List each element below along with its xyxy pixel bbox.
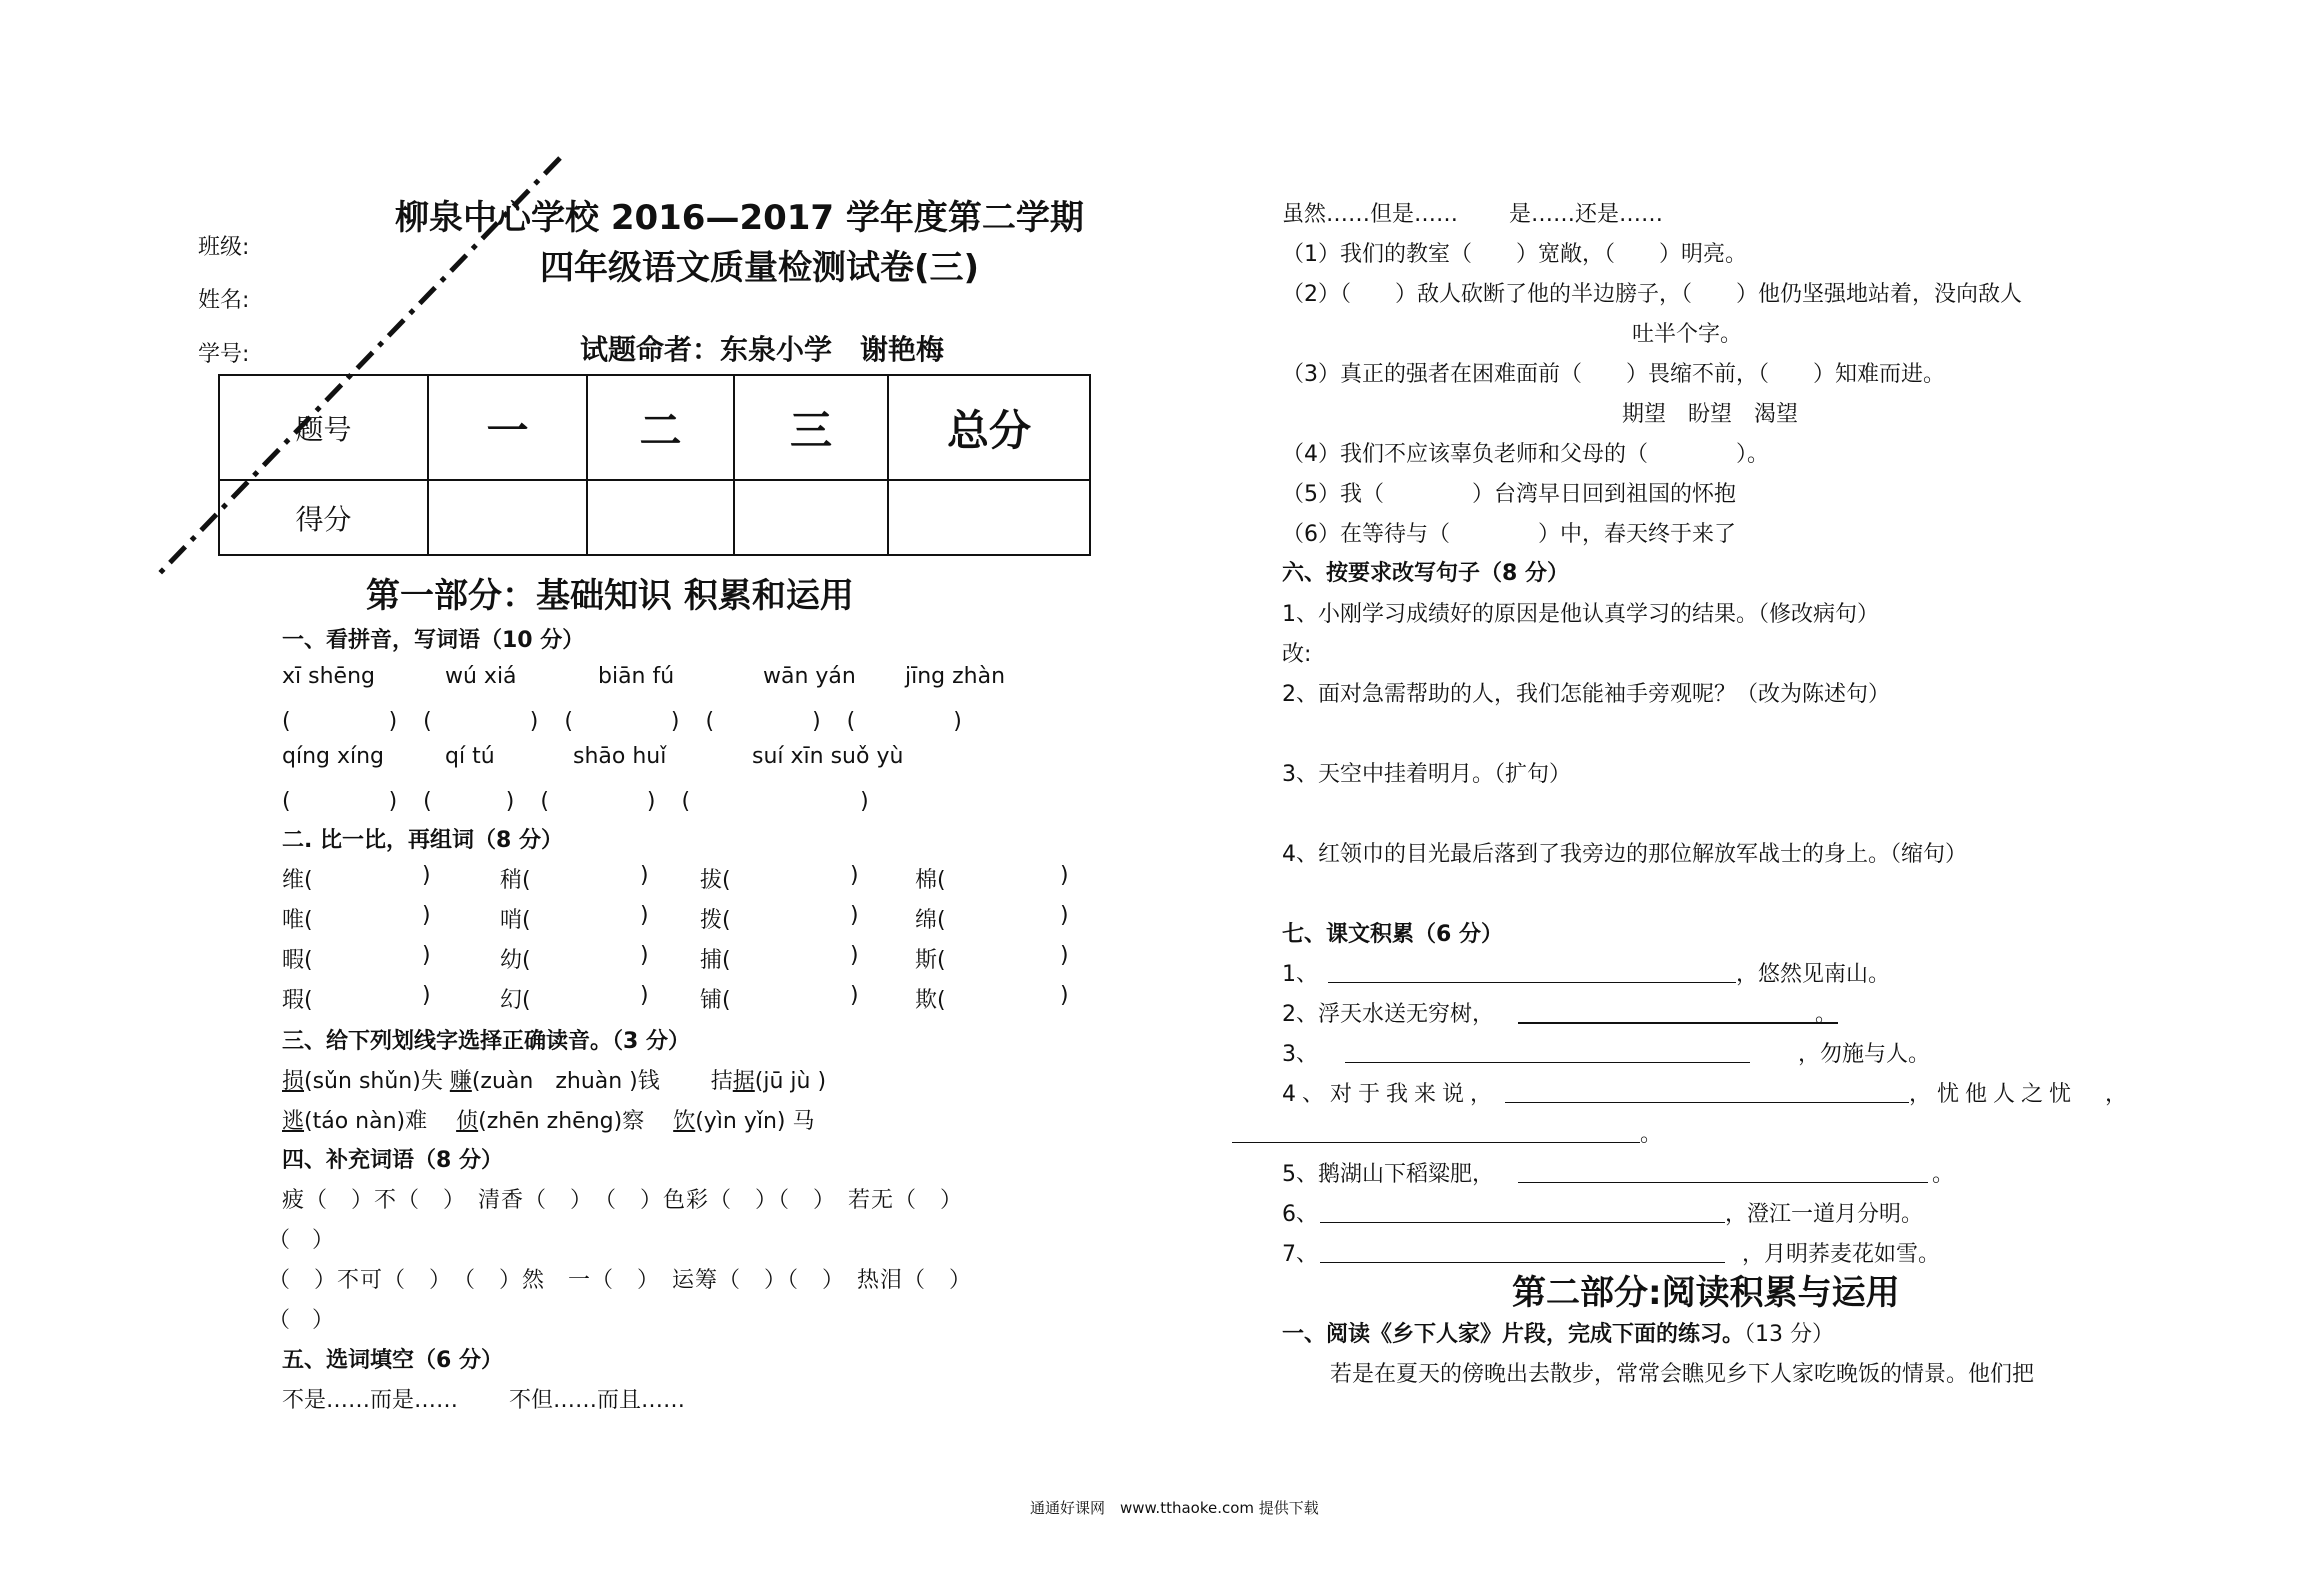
student-id-label: 学号: bbox=[198, 342, 250, 367]
reading-options[interactable]: (jū jù ) bbox=[754, 1069, 827, 1094]
compare-char[interactable]: 斯( bbox=[915, 948, 946, 973]
q3-line1 bbox=[282, 1064, 826, 1095]
reading-options[interactable]: (zuàn zhuàn )钱 拮 bbox=[471, 1069, 733, 1094]
pinyin: qí tú bbox=[445, 744, 495, 769]
q4-line2[interactable]: （ ） bbox=[268, 1228, 335, 1253]
close-paren: ) bbox=[850, 863, 859, 888]
underlined-char: 损 bbox=[282, 1069, 305, 1094]
exam-author: 试题命者：东泉小学 谢艳梅 bbox=[580, 333, 945, 366]
underlined-char: 逃 bbox=[282, 1109, 305, 1134]
q2-heading: 二. 比一比，再组词（8 分） bbox=[282, 828, 563, 853]
close-paren: ) bbox=[1060, 943, 1069, 968]
compare-char[interactable]: 维( bbox=[282, 868, 313, 893]
q7-item-4-text: 4、对于我来说， bbox=[1282, 1082, 1498, 1107]
reading-options[interactable]: (sǔn shǔn)失 bbox=[304, 1069, 450, 1094]
fill-item-1[interactable]: （1）我们的教室（ ）宽敞，（ ）明亮。 bbox=[1282, 242, 1747, 267]
close-paren: ) bbox=[1060, 903, 1069, 928]
q7-item-7-text: ，月明荞麦花如雪。 bbox=[1742, 1242, 1941, 1267]
options-top: 虽然……但是…… 是……还是…… bbox=[1282, 202, 1663, 227]
q4-line1[interactable]: 疲（ ）不（ ） 清香（ ） （ ）色彩（ ）（ ） 若无（ ） bbox=[282, 1188, 964, 1213]
exam-title-line1: 柳泉中心学校 2016—2017 学年度第二学期 bbox=[395, 198, 1084, 238]
score-cell[interactable] bbox=[734, 480, 888, 555]
compare-char[interactable]: 唯( bbox=[282, 908, 313, 933]
section-two-header: 二 bbox=[587, 375, 734, 480]
close-paren: ) bbox=[850, 903, 859, 928]
score-cell[interactable] bbox=[428, 480, 587, 555]
part2-title: 第二部分:阅读积累与运用 bbox=[1512, 1273, 1900, 1313]
fill-item-4[interactable]: （4）我们不应该辜负老师和父母的（ ）。 bbox=[1282, 442, 1769, 467]
q6-item-3: 3、天空中挂着明月。（扩句） bbox=[1282, 762, 1571, 787]
reading-options[interactable]: (táo nàn)难 bbox=[304, 1109, 457, 1134]
underlined-char: 据 bbox=[732, 1069, 755, 1094]
q7-item-5-end: 。 bbox=[1932, 1162, 1955, 1187]
q7-heading: 七、课文积累（6 分） bbox=[1282, 922, 1503, 947]
close-paren: ) bbox=[1060, 863, 1069, 888]
pinyin: shāo huǐ bbox=[573, 744, 667, 769]
q5-heading: 五、选词填空（6 分） bbox=[282, 1348, 503, 1373]
compare-char[interactable]: 稍( bbox=[500, 868, 531, 893]
q6-item-1: 1、小刚学习成绩好的原因是他认真学习的结果。（修改病句） bbox=[1282, 602, 1879, 627]
close-paren: ) bbox=[640, 943, 649, 968]
q7-item-6-text: ，澄江一道月分明。 bbox=[1725, 1202, 1924, 1227]
compare-char[interactable]: 幼( bbox=[500, 948, 531, 973]
q7-item-3-num: 3、 bbox=[1282, 1042, 1318, 1067]
compare-char[interactable]: 哨( bbox=[500, 908, 531, 933]
underlined-char: 饮 bbox=[673, 1109, 696, 1134]
part1-title: 第一部分：基础知识 积累和运用 bbox=[366, 576, 854, 616]
score-table bbox=[218, 374, 1091, 556]
compare-char[interactable]: 棉( bbox=[915, 868, 946, 893]
name-label: 姓名: bbox=[198, 288, 250, 313]
score-cell[interactable] bbox=[888, 480, 1090, 555]
total-score-header: 总分 bbox=[888, 375, 1090, 480]
reading-score: （13 分） bbox=[1744, 1322, 1835, 1347]
pinyin: jīng zhàn bbox=[905, 664, 1006, 689]
q6-answer-label: 改: bbox=[1282, 642, 1312, 667]
reading-options[interactable]: (yìn yǐn) 马 bbox=[695, 1109, 815, 1134]
q7-item-4b-end: 。 bbox=[1640, 1122, 1663, 1147]
answer-brackets[interactable]: ( ) ( ) ( ) ( ) bbox=[282, 789, 871, 814]
underlined-char: 侦 bbox=[456, 1109, 479, 1134]
fill-item-5[interactable]: （5）我（ ）台湾早日回到祖国的怀抱 bbox=[1282, 482, 1736, 507]
close-paren: ) bbox=[850, 943, 859, 968]
q7-blank[interactable] bbox=[1505, 1102, 1909, 1103]
q7-item-2-text: 2、浮天水送无穷树， bbox=[1282, 1002, 1494, 1027]
fill-item-6[interactable]: （6）在等待与（ ）中，春天终于来了 bbox=[1282, 522, 1736, 547]
close-paren: ) bbox=[640, 863, 649, 888]
pinyin: wú xiá bbox=[445, 664, 517, 689]
pinyin: wān yán bbox=[763, 664, 856, 689]
q1-heading: 一、看拼音，写词语（10 分） bbox=[282, 628, 585, 653]
q7-item-1-num: 1、 bbox=[1282, 962, 1318, 987]
q7-item-7-num: 7、 bbox=[1282, 1242, 1318, 1267]
section-one-header: 一 bbox=[428, 375, 587, 480]
pinyin: xī shēng bbox=[282, 664, 375, 689]
close-paren: ) bbox=[640, 983, 649, 1008]
q7-item-5-text: 5、鹅湖山下稻粱肥， bbox=[1282, 1162, 1494, 1187]
score-row-label: 得分 bbox=[219, 480, 428, 555]
q7-item-1-text: ，悠然见南山。 bbox=[1736, 962, 1891, 987]
compare-char[interactable]: 捕( bbox=[700, 948, 731, 973]
q7-blank[interactable] bbox=[1320, 1262, 1725, 1263]
close-paren: ) bbox=[422, 863, 431, 888]
compare-char[interactable]: 铺( bbox=[700, 988, 731, 1013]
pinyin: qíng xíng bbox=[282, 744, 385, 769]
section-three-header: 三 bbox=[734, 375, 888, 480]
pinyin: suí xīn suǒ yù bbox=[752, 744, 904, 769]
compare-char[interactable]: 拔( bbox=[700, 868, 731, 893]
compare-char[interactable]: 绵( bbox=[915, 908, 946, 933]
reading-heading-text: 一、阅读《乡下人家》片段，完成下面的练习。 bbox=[1282, 1322, 1745, 1347]
compare-char[interactable]: 欺( bbox=[915, 988, 946, 1013]
q6-heading: 六、按要求改写句子（8 分） bbox=[1282, 561, 1569, 586]
q7-item-4-end: ，忧他人之忧 ， bbox=[1909, 1082, 2134, 1107]
close-paren: ) bbox=[850, 983, 859, 1008]
class-label: 班级: bbox=[198, 235, 250, 260]
q7-item-3-text: ，勿施与人。 bbox=[1798, 1042, 1931, 1067]
compare-char[interactable]: 瑕( bbox=[282, 988, 313, 1013]
compare-char[interactable]: 幻( bbox=[500, 988, 531, 1013]
q3-line2 bbox=[282, 1104, 815, 1135]
question-number-header: 题号 bbox=[219, 375, 428, 480]
fill-item-2[interactable]: （2）（ ）敌人砍断了他的半边膀子，（ ）他仍坚强地站着，没向敌人 bbox=[1282, 282, 2022, 307]
close-paren: ) bbox=[422, 943, 431, 968]
underlined-char: 赚 bbox=[449, 1069, 472, 1094]
fill-item-2-cont: 吐半个字。 bbox=[1632, 322, 1743, 347]
q7-item-6-num: 6、 bbox=[1282, 1202, 1318, 1227]
reading-heading bbox=[1282, 1317, 1834, 1348]
q7-blank[interactable] bbox=[1345, 1062, 1750, 1063]
footer-credit: 通通好课网 www.tthaoke.com 提供下载 bbox=[1030, 1499, 1319, 1517]
options-mid: 期望 盼望 渴望 bbox=[1622, 402, 1799, 427]
pinyin: biān fú bbox=[598, 664, 675, 689]
compare-char[interactable]: 暇( bbox=[282, 948, 313, 973]
answer-brackets[interactable]: ( ) ( ) ( ) ( ) ( ) bbox=[282, 709, 964, 734]
close-paren: ) bbox=[422, 903, 431, 928]
q7-blank[interactable] bbox=[1518, 1022, 1838, 1024]
q7-blank[interactable] bbox=[1232, 1142, 1640, 1143]
q7-blank[interactable] bbox=[1328, 982, 1736, 983]
reading-options[interactable]: (zhēn zhēng)察 bbox=[478, 1109, 674, 1134]
close-paren: ) bbox=[422, 983, 431, 1008]
reading-passage: 若是在夏天的傍晚出去散步，常常会瞧见乡下人家吃晚饭的情景。他们把 bbox=[1330, 1362, 2035, 1387]
score-cell[interactable] bbox=[587, 480, 734, 555]
q4-line4[interactable]: （ ） bbox=[268, 1308, 335, 1333]
q4-heading: 四、补充词语（8 分） bbox=[282, 1148, 503, 1173]
fill-item-3[interactable]: （3）真正的强者在困难面前（ ）畏缩不前，（ ）知难而进。 bbox=[1282, 362, 1945, 387]
q4-line3[interactable]: （ ）不可（ ） （ ）然 一（ ） 运筹（ ）（ ） 热泪（ ） bbox=[268, 1268, 973, 1293]
q3-heading: 三、给下列划线字选择正确读音。（3 分） bbox=[282, 1029, 690, 1054]
close-paren: ) bbox=[640, 903, 649, 928]
q5-options: 不是……而是…… 不但……而且…… bbox=[282, 1388, 685, 1413]
q7-blank[interactable] bbox=[1320, 1222, 1725, 1223]
q6-item-2: 2、面对急需帮助的人，我们怎能袖手旁观呢？（改为陈述句） bbox=[1282, 682, 1890, 707]
exam-title-line2: 四年级语文质量检测试卷(三) bbox=[540, 248, 980, 288]
q6-item-4: 4、红领巾的目光最后落到了我旁边的那位解放军战士的身上。（缩句） bbox=[1282, 842, 1967, 867]
q7-item-2-end: 。 bbox=[1815, 1002, 1838, 1027]
compare-char[interactable]: 拨( bbox=[700, 908, 731, 933]
q7-blank[interactable] bbox=[1518, 1182, 1928, 1183]
close-paren: ) bbox=[1060, 983, 1069, 1008]
